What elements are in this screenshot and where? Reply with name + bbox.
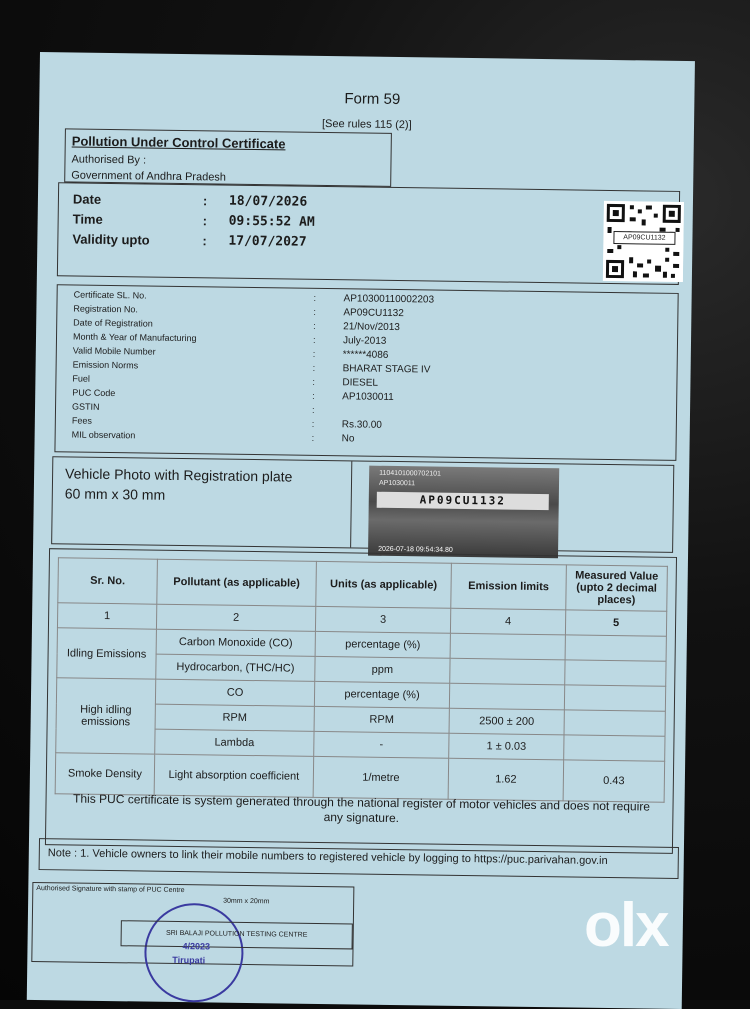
table-cell: 1/metre bbox=[313, 756, 449, 799]
index-cell: 3 bbox=[315, 606, 450, 633]
table-cell: 1.62 bbox=[448, 758, 564, 801]
olx-watermark-icon: olx bbox=[584, 891, 668, 960]
detail-label: Date of Registration bbox=[73, 317, 153, 329]
detail-label: Registration No. bbox=[73, 303, 139, 315]
photo-caption: 1104101000702101 bbox=[379, 469, 441, 478]
table-cell: RPM bbox=[155, 704, 314, 731]
date-value: 18/07/2026 bbox=[228, 193, 308, 210]
registration-plate: AP09CU1132 bbox=[377, 492, 549, 510]
index-cell: 5 bbox=[565, 610, 666, 636]
date-label: Date bbox=[72, 191, 102, 207]
detail-value: 21/Nov/2013 bbox=[343, 321, 400, 334]
seal-date: 4/2023 bbox=[182, 941, 211, 952]
group-idling: Idling Emissions bbox=[57, 628, 157, 679]
detail-colon: : bbox=[312, 390, 315, 401]
date-section bbox=[57, 182, 680, 285]
rules-reference: [See rules 115 (2)] bbox=[321, 117, 412, 132]
table-cell bbox=[450, 658, 565, 685]
table-cell: 1 ± 0.03 bbox=[449, 733, 564, 760]
time-label: Time bbox=[72, 211, 103, 227]
detail-label: Valid Mobile Number bbox=[72, 345, 156, 357]
table-cell: 2500 ± 200 bbox=[449, 708, 564, 735]
detail-colon: : bbox=[312, 348, 316, 359]
table-cell bbox=[564, 710, 665, 736]
photo-timestamp: 2026-07-18 09:54:34.80 bbox=[378, 545, 453, 554]
validity-value: 17/07/2027 bbox=[228, 233, 307, 250]
detail-label: Month & Year of Manufacturing bbox=[72, 331, 197, 344]
table-cell: RPM bbox=[314, 706, 449, 733]
col-measured: Measured Value (upto 2 decimal places) bbox=[566, 565, 668, 611]
colon: : bbox=[202, 213, 208, 229]
table-cell: Hydrocarbon, (THC/HC) bbox=[156, 654, 315, 681]
table-cell bbox=[564, 685, 665, 711]
detail-label: GSTIN bbox=[71, 401, 100, 412]
qr-registration-label: AP09CU1132 bbox=[613, 231, 675, 245]
colon: : bbox=[202, 233, 207, 249]
index-cell: 2 bbox=[156, 604, 315, 631]
puc-certificate bbox=[27, 52, 695, 1009]
time-value: 09:55:52 AM bbox=[228, 213, 315, 230]
centre-seal-icon bbox=[144, 903, 244, 1003]
detail-value: DIESEL bbox=[342, 377, 379, 389]
detail-label: Fuel bbox=[72, 373, 91, 384]
table-cell: - bbox=[314, 731, 449, 758]
certificate-title: Pollution Under Control Certificate bbox=[71, 133, 286, 152]
table-cell bbox=[565, 660, 666, 686]
detail-value: AP1030011 bbox=[342, 391, 394, 403]
government-name: Government of Andhra Pradesh bbox=[71, 169, 227, 184]
detail-colon: : bbox=[313, 306, 316, 317]
table-cell: Carbon Monoxide (CO) bbox=[156, 629, 315, 656]
table-cell: Lambda bbox=[155, 729, 314, 756]
photo-puc-code: AP1030011 bbox=[378, 479, 416, 488]
group-high-idling: High idling emissions bbox=[56, 678, 156, 754]
col-sr-no: Sr. No. bbox=[58, 558, 158, 604]
table-cell: percentage (%) bbox=[314, 681, 449, 708]
detail-label: Fees bbox=[71, 415, 92, 426]
detail-colon: : bbox=[311, 418, 315, 429]
detail-colon: : bbox=[313, 320, 316, 331]
col-limits: Emission limits bbox=[451, 563, 567, 610]
detail-value: AP09CU1132 bbox=[343, 307, 404, 320]
table-cell bbox=[565, 635, 666, 661]
validity-label: Validity upto bbox=[72, 231, 150, 248]
testing-centre-name: SRI BALAJI POLLUTION TESTING CENTRE bbox=[121, 920, 353, 949]
authorised-by-label: Authorised By : bbox=[71, 153, 147, 167]
puc-system-note: This PUC certificate is system generated through the national register of motor vehicles and does not require any signature. bbox=[72, 791, 651, 826]
vehicle-details bbox=[54, 284, 678, 461]
table-cell bbox=[450, 633, 565, 660]
table-cell: 0.43 bbox=[563, 760, 665, 802]
detail-label: PUC Code bbox=[72, 387, 116, 399]
detail-label: MIL observation bbox=[71, 429, 136, 441]
signature-dimension: 30mm x 20mm bbox=[223, 897, 270, 906]
detail-colon: : bbox=[311, 432, 315, 443]
col-pollutant: Pollutant (as applicable) bbox=[157, 559, 317, 606]
detail-value: BHARAT STAGE IV bbox=[342, 363, 431, 376]
detail-value: AP10300110002203 bbox=[343, 293, 435, 306]
detail-value: Rs.30.00 bbox=[341, 419, 382, 431]
detail-label: Certificate SL. No. bbox=[73, 289, 147, 301]
mobile-link-note: Note : 1. Vehicle owners to link their mobile numbers to registered vehicle by logging to https://puc.parivahan.gov.in bbox=[47, 847, 608, 868]
photo-size: 60 mm x 30 mm bbox=[64, 485, 166, 503]
group-smoke: Smoke Density bbox=[55, 753, 155, 795]
detail-colon: : bbox=[311, 404, 315, 415]
table-cell: Light absorption coefficient bbox=[154, 754, 314, 797]
divider bbox=[350, 461, 352, 547]
vehicle-photo bbox=[368, 466, 559, 559]
seal-city: Tirupati bbox=[172, 954, 206, 966]
detail-colon: : bbox=[312, 334, 316, 345]
signature-label: Authorised Signature with stamp of PUC Centre bbox=[36, 885, 185, 895]
table-cell bbox=[449, 683, 564, 710]
table-cell: percentage (%) bbox=[315, 631, 450, 658]
detail-colon: : bbox=[312, 376, 316, 387]
table-cell: ppm bbox=[315, 656, 450, 683]
detail-value: No bbox=[341, 433, 355, 445]
col-units: Units (as applicable) bbox=[316, 561, 452, 608]
form-number: Form 59 bbox=[344, 90, 401, 109]
emission-table-section bbox=[45, 545, 677, 854]
signature-box bbox=[31, 882, 354, 966]
detail-label: Emission Norms bbox=[72, 359, 139, 371]
emission-table bbox=[55, 557, 668, 802]
vehicle-photo-section bbox=[51, 456, 674, 553]
table-cell bbox=[564, 735, 665, 761]
detail-value: July-2013 bbox=[342, 335, 387, 347]
detail-value: ******4086 bbox=[342, 349, 389, 361]
index-cell: 1 bbox=[57, 603, 156, 629]
detail-colon: : bbox=[313, 292, 317, 303]
table-cell: CO bbox=[155, 679, 314, 706]
photo-label: Vehicle Photo with Registration plate bbox=[65, 465, 293, 485]
colon: : bbox=[202, 193, 208, 209]
detail-colon: : bbox=[312, 362, 316, 373]
certificate-header bbox=[64, 128, 392, 187]
index-cell: 4 bbox=[450, 608, 565, 635]
